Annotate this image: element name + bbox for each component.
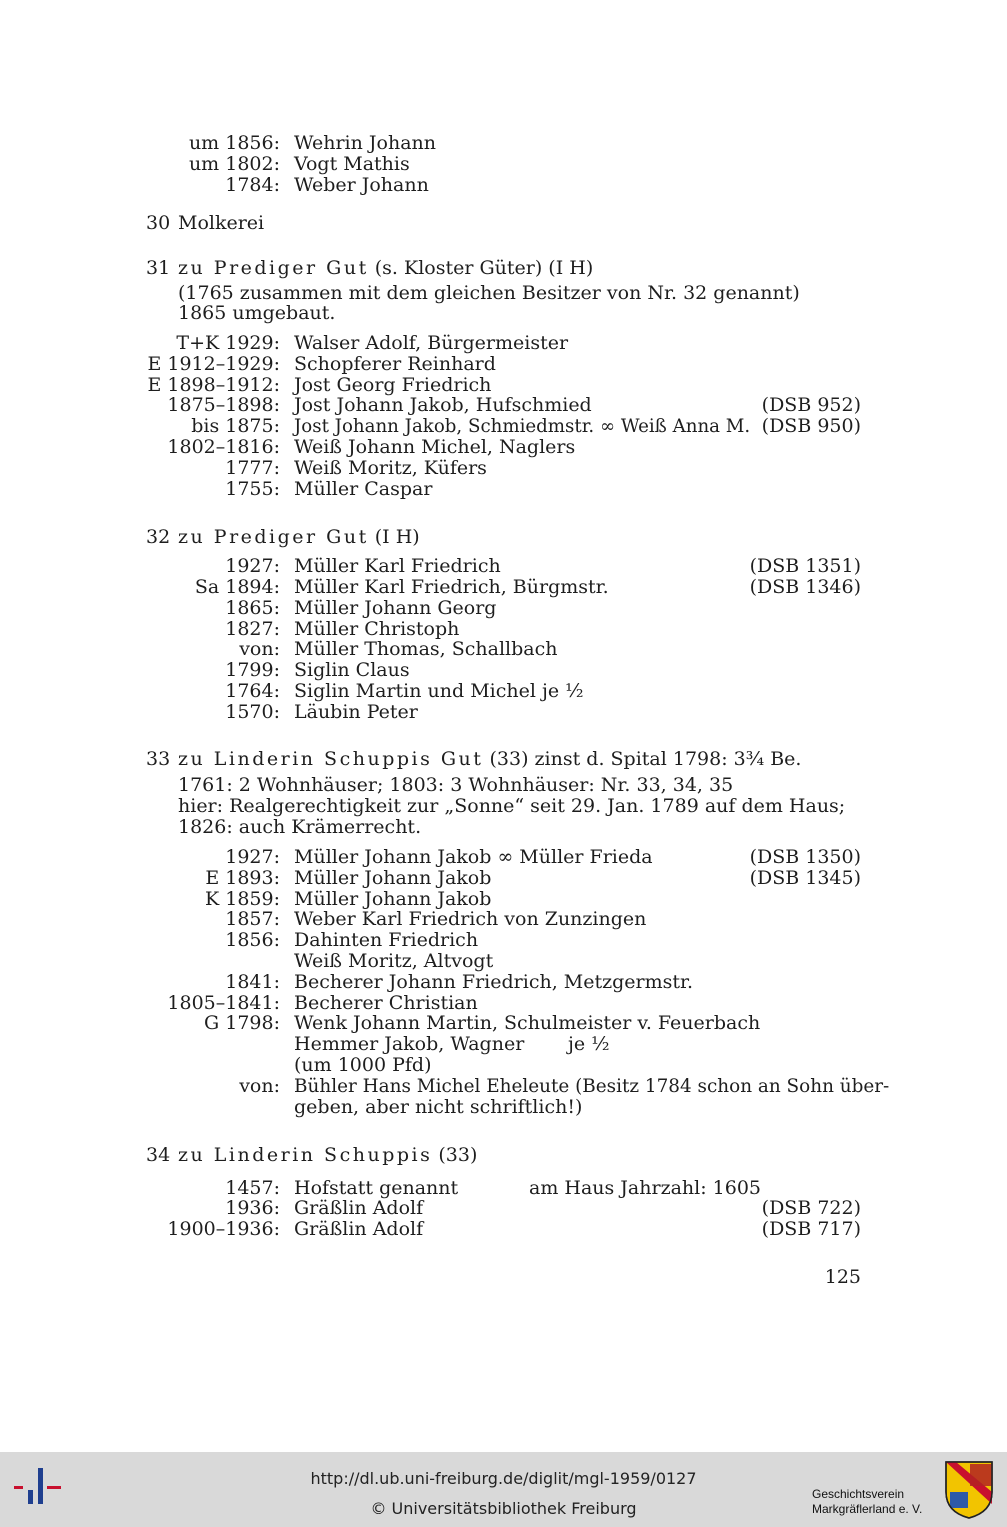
entry-label: 1875–1898: [167, 394, 280, 416]
entry-text: Wehrin Johann [294, 132, 436, 154]
entry-text: Becherer Christian [294, 992, 478, 1014]
entry-text: Walser Adolf, Bürgermeister [294, 332, 569, 354]
section-title-rest: (I H) [374, 526, 420, 548]
section-title: Molkerei [178, 212, 265, 234]
entry-ref: (DSB 1345) [749, 867, 861, 889]
entry-text: Müller Christoph [294, 618, 460, 640]
section-note: 1826: auch Krämerrecht. [178, 816, 422, 838]
entry-label: E 1893: [205, 867, 280, 889]
page-number: 125 [824, 1266, 861, 1288]
entry-text: Weiß Moritz, Altvogt [294, 950, 494, 972]
entry-text: Müller Caspar [294, 478, 433, 500]
entry-text: Weber Johann [294, 174, 429, 196]
section-title-rest: (33) [438, 1144, 478, 1166]
section-title-rest: (33) zinst d. Spital 1798: 3¾ Be. [489, 748, 802, 770]
entry-text: Dahinten Friedrich [294, 929, 479, 951]
entry-label: 1805–1841: [167, 992, 280, 1014]
entry-text: Gräßlin Adolf [294, 1197, 424, 1219]
entry-text: Weiß Moritz, Küfers [294, 457, 487, 479]
entry-text: Bühler Hans Michel Eheleute (Besitz 1784 schon an Sohn über- [294, 1076, 890, 1097]
section-note: 1761: 2 Wohnhäuser; 1803: 3 Wohnhäuser: Nr. 33, 34, 35 [178, 774, 734, 796]
entry-label: Sa 1894: [194, 576, 280, 598]
copyright-text: © Universitätsbibliothek Freiburg [370, 1499, 637, 1518]
entry-text: Siglin Martin und Michel je ½ [294, 680, 584, 702]
entry-label: 1802–1816: [167, 436, 280, 458]
entry-label: von: [239, 638, 280, 660]
entry-text: geben, aber nicht schriftlich!) [294, 1096, 583, 1118]
entry-label: bis 1875: [191, 415, 280, 437]
source-url-link[interactable]: http://dl.ub.uni-freiburg.de/diglit/mgl-1959/0127 [310, 1469, 697, 1488]
entry-label: T+K 1929: [176, 332, 280, 354]
entry-label: um 1856: [188, 132, 280, 154]
house-year-note: am Haus Jahrzahl: 1605 [529, 1177, 762, 1199]
section-title [178, 1145, 477, 1166]
entry-label: E 1898–1912: [147, 374, 280, 396]
section-number: 32 [146, 526, 171, 548]
entry-ref: (DSB 1351) [749, 555, 861, 577]
section-title-spaced: zu Linderin Schuppis Gut [178, 748, 484, 770]
entry-text: Hemmer Jakob, Wagner [294, 1033, 525, 1055]
section-note: 1865 umgebaut. [178, 302, 336, 324]
entry-text: Müller Karl Friedrich [294, 555, 501, 577]
society-name-line1: Geschichtsverein [812, 1487, 905, 1501]
entry-text: Müller Johann Jakob [294, 867, 492, 889]
section-title-spaced: zu Linderin Schuppis [178, 1144, 433, 1166]
section-title [178, 258, 593, 279]
entry-ref: (DSB 717) [761, 1218, 861, 1240]
section-number: 33 [146, 748, 171, 770]
entry-label: 1755: [225, 478, 280, 500]
entry-text: Siglin Claus [294, 659, 410, 681]
entry-text: Jost Johann Jakob, Hufschmied [294, 394, 592, 416]
entry-text: Hofstatt genannt [294, 1177, 459, 1199]
entry-text: Weber Karl Friedrich von Zunzingen [294, 908, 647, 930]
entry-text: Becherer Johann Friedrich, Metzgermstr. [294, 971, 694, 993]
entry-text: Läubin Peter [294, 701, 418, 723]
entry-text: Müller Johann Jakob [294, 888, 492, 910]
section-title-spaced: zu Prediger Gut [178, 526, 369, 548]
section-note: hier: Realgerechtigkeit zur „Sonne“ seit 29. Jan. 1789 auf dem Haus; [178, 795, 846, 817]
section-number: 31 [146, 257, 171, 279]
entry-label: 1927: [225, 555, 280, 577]
section-title [178, 749, 801, 770]
entry-text: Weiß Johann Michel, Naglers [294, 436, 576, 458]
entry-text: Jost Georg Friedrich [294, 374, 492, 396]
society-name-line2: Markgräflerland e. V. [812, 1502, 923, 1516]
share-note: je ½ [568, 1033, 610, 1055]
entry-ref: (DSB 1350) [749, 846, 861, 868]
entry-ref: (DSB 722) [761, 1197, 861, 1219]
entry-label: 1857: [225, 908, 280, 930]
entry-label: 1570: [225, 701, 280, 723]
entry-text: Jost Johann Jakob, Schmiedmstr. ∞ Weiß Anna M. [294, 416, 751, 437]
entry-label: 1865: [225, 597, 280, 619]
entry-label: K 1859: [205, 888, 280, 910]
entry-label: 1784: [225, 174, 280, 196]
entry-text: Müller Thomas, Schallbach [294, 638, 558, 660]
entry-text: Müller Karl Friedrich, Bürgmstr. [294, 576, 609, 598]
entry-label: E 1912–1929: [147, 353, 280, 375]
entry-ref: (DSB 1346) [749, 576, 861, 598]
section-title [178, 527, 420, 548]
footer-bar [0, 1452, 1007, 1527]
section-note: (1765 zusammen mit dem gleichen Besitzer von Nr. 32 genannt) [178, 282, 800, 304]
entry-text: Wenk Johann Martin, Schulmeister v. Feuerbach [294, 1012, 761, 1034]
section-number: 30 [146, 212, 171, 234]
entry-label: 1936: [225, 1197, 280, 1219]
entry-text: Müller Johann Georg [294, 597, 497, 619]
entry-text: Schopferer Reinhard [294, 353, 496, 375]
entry-label: 1764: [225, 680, 280, 702]
entry-ref: (DSB 952) [761, 394, 861, 416]
entry-text: Vogt Mathis [294, 153, 410, 175]
entry-text: Gräßlin Adolf [294, 1218, 424, 1240]
entry-label: 1927: [225, 846, 280, 868]
entry-text: (um 1000 Pfd) [294, 1054, 432, 1076]
entry-ref: (DSB 950) [761, 415, 861, 437]
entry-label: 1457: [225, 1177, 280, 1199]
entry-label: 1777: [225, 457, 280, 479]
section-title-spaced: zu Prediger Gut [178, 257, 369, 279]
entry-label: 1799: [225, 659, 280, 681]
section-number: 34 [146, 1144, 171, 1166]
entry-label: 1856: [225, 929, 280, 951]
entry-label: 1827: [225, 618, 280, 640]
section-title-rest: (s. Kloster Güter) (I H) [374, 257, 594, 279]
entry-text: Müller Johann Jakob ∞ Müller Frieda [294, 846, 653, 868]
coat-of-arms-icon [944, 1460, 994, 1520]
entry-label: um 1802: [188, 153, 280, 175]
entry-label: G 1798: [204, 1012, 280, 1034]
entry-label: 1841: [225, 971, 280, 993]
entry-label: von: [239, 1075, 280, 1097]
entry-label: 1900–1936: [167, 1218, 280, 1240]
